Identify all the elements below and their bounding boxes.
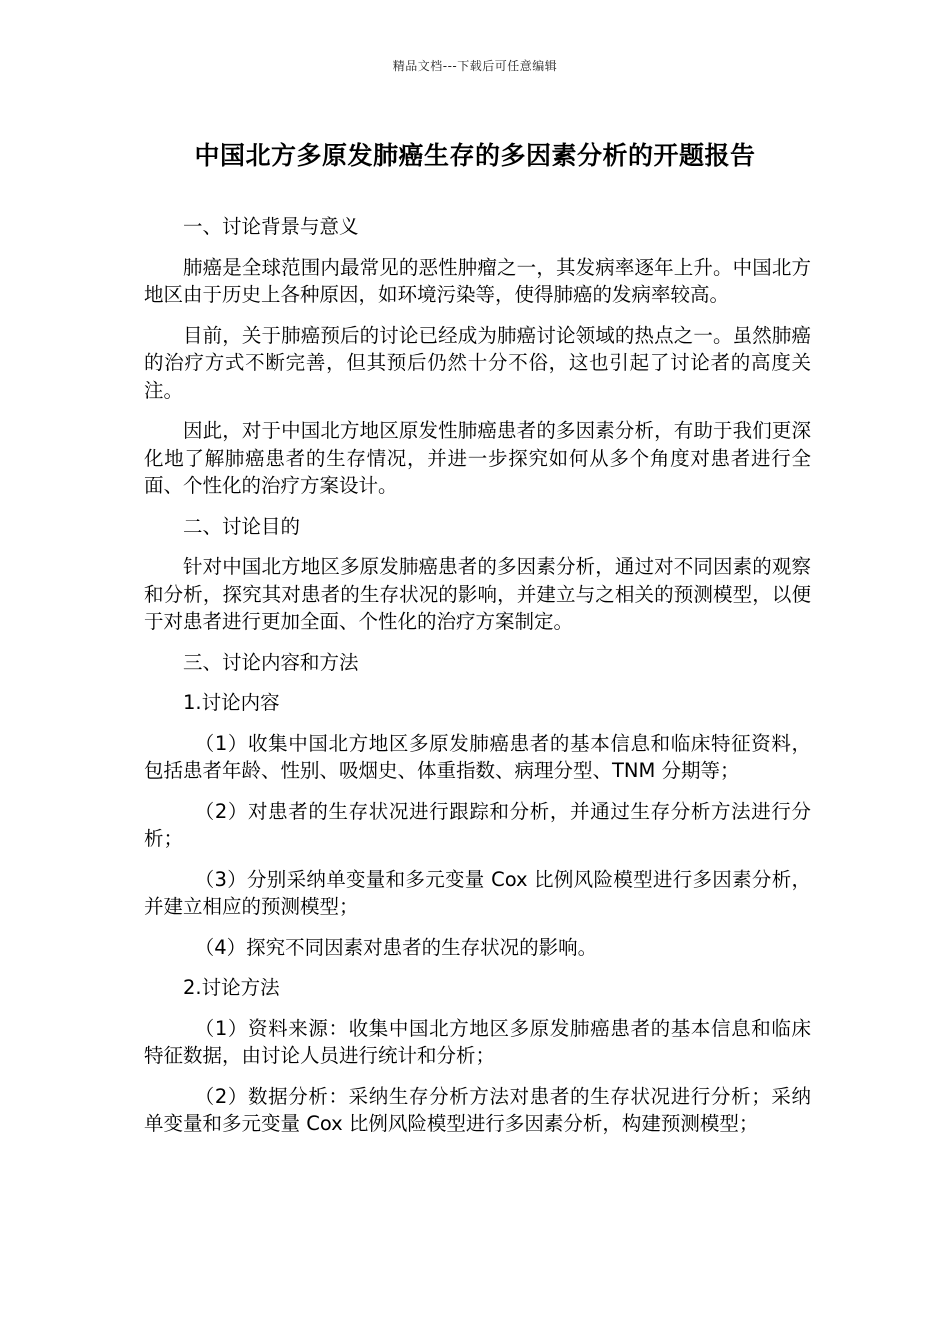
header-note: 精品文档---下载后可任意编辑: [392, 59, 558, 73]
paragraph-background-3: 因此，对于中国北方地区原发性肺癌患者的多因素分析，有助于我们更深化地了解肺癌患者的生存情况，并进一步探究如何从多个角度对患者进行全面、个性化的治疗方案设计。: [144, 419, 811, 497]
document-title: 中国北方多原发肺癌生存的多因素分析的开题报告: [194, 141, 756, 170]
method-item-2: （2）数据分析：采纳生存分析方法对患者的生存状况进行分析；采纳单变量和多元变量 Cox 比例风险模型进行多因素分析，构建预测模型；: [144, 1084, 811, 1135]
section-heading-purpose: 二、讨论目的: [183, 514, 301, 538]
section-heading-background: 一、讨论背景与意义: [183, 215, 359, 238]
section-heading-content-methods: 三、讨论内容和方法: [183, 650, 359, 674]
document-body: [144, 213, 811, 1151]
content-item-4: （4）探究不同因素对患者的生存状况的影响。: [194, 935, 598, 959]
content-item-1: （1）收集中国北方地区多原发肺癌患者的基本信息和临床特征资料，包括患者年龄、性别、吸烟史、体重指数、病理分型、TNM 分期等；: [144, 731, 811, 782]
subsection-heading-content: 1.讨论内容: [183, 691, 280, 714]
content-item-2: （2）对患者的生存状况进行跟踪和分析，并通过生存分析方法进行分析；: [144, 799, 811, 850]
subsection-heading-methods: 2.讨论方法: [183, 976, 280, 999]
paragraph-background-2: 目前，关于肺癌预后的讨论已经成为肺癌讨论领域的热点之一。虽然肺癌的治疗方式不断完善，但其预后仍然十分不俗，这也引起了讨论者的高度关注。: [144, 323, 811, 402]
content-item-3: （3）分别采纳单变量和多元变量 Cox 比例风险模型进行多因素分析，并建立相应的预测模型；: [144, 867, 811, 918]
paragraph-background-1: 肺癌是全球范围内最常见的恶性肿瘤之一，其发病率逐年上升。中国北方地区由于历史上各种原因，如环境污染等，使得肺癌的发病率较高。: [144, 255, 811, 306]
method-item-1: （1）资料来源：收集中国北方地区多原发肺癌患者的基本信息和临床特征数据，由讨论人员进行统计和分析；: [144, 1016, 811, 1067]
paragraph-purpose: 针对中国北方地区多原发肺癌患者的多因素分析，通过对不同因素的观察和分析，探究其对患者的生存状况的影响，并建立与之相关的预测模型，以便于对患者进行更加全面、个性化的治疗方案制定。: [144, 555, 811, 633]
